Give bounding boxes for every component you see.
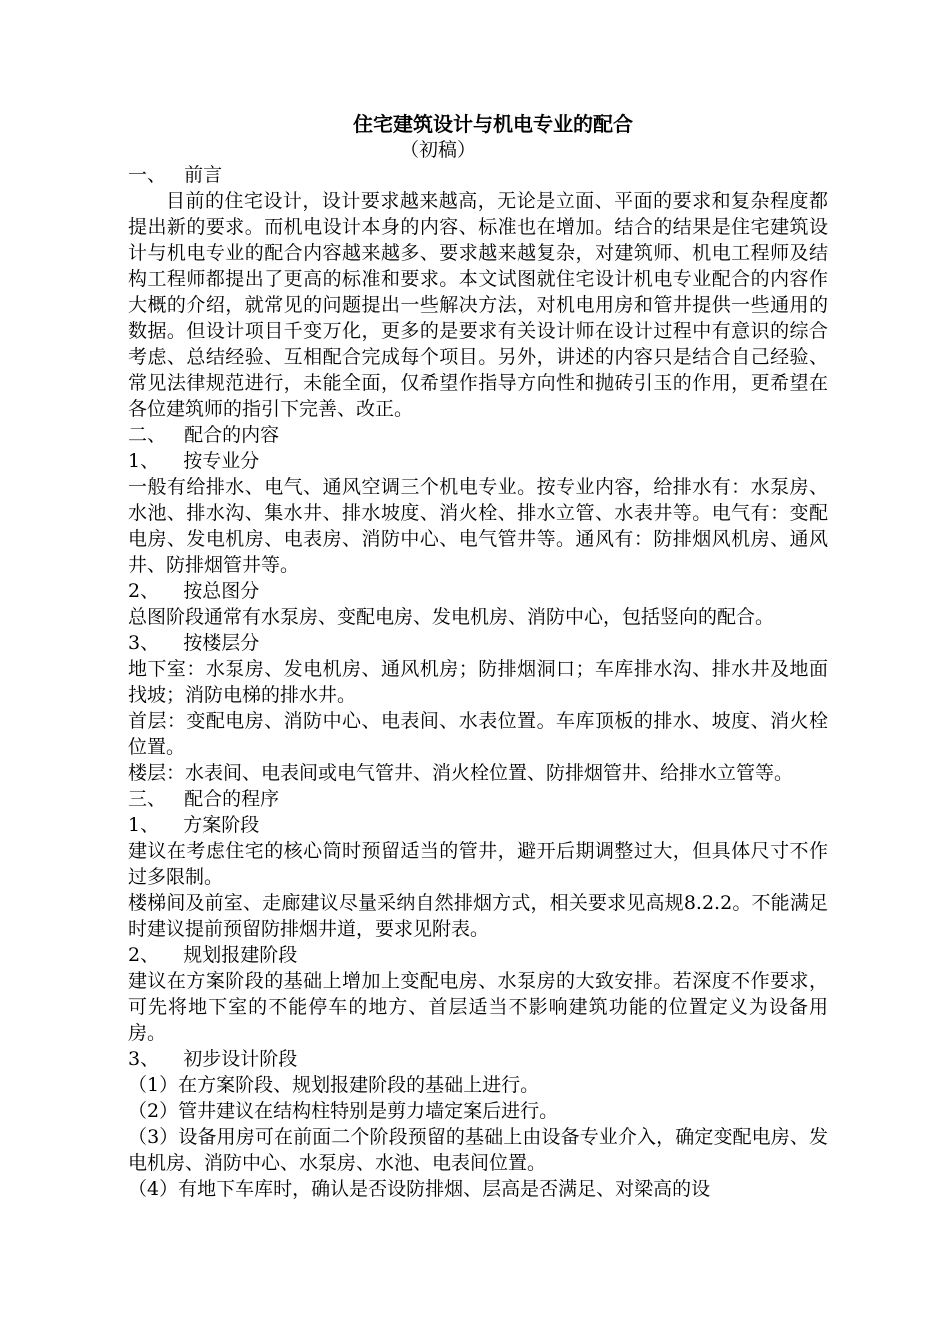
document-body <box>128 110 828 1202</box>
subsection-3-1-heading: 1、 方案阶段 <box>128 814 260 836</box>
subsection-3-2-heading: 2、 规划报建阶段 <box>128 944 298 966</box>
list-item: （3）设备用房可在前面二个阶段预留的基础上由设备专业介入，确定变配电房、发电机房、消防中心、水泵房、水池、电表间位置。 <box>128 1126 828 1174</box>
subsection-2-3-upper-floors: 楼层：水表间、电表间或电气管井、消火栓位置、防排烟管井、给排水立管等。 <box>128 762 794 784</box>
section-1-paragraph: 目前的住宅设计，设计要求越来越高，无论是立面、平面的要求和复杂程度都提出新的要求。而机电设计本身的内容、标准也在增加。结合的结果是住宅建筑设计与机电专业的配合内容越来越多、要求越来越复杂，对建筑师、机电工程师及结构工程师都提出了更高的标准和要求。本文试图就住宅设计机电专业配合的内容作大概的介绍，就常见的问题提出一些解决方法，对机电用房和管井提供一些通用的数据。但设计项目千变万化，更多的是要求有关设计师在设计过程中有意识的综合考虑、总结经验、互相配合完成每个项目。另外，讲述的内容只是结合自己经验、常见法律规范进行，未能全面，仅希望作指导方向性和抛砖引玉的作用，更希望在各位建筑师的指引下完善、改正。 <box>128 190 828 420</box>
subsection-2-3-basement: 地下室：水泵房、发电机房、通风机房；防排烟洞口；车库排水沟、排水井及地面找坡；消防电梯的排水井。 <box>128 658 828 706</box>
subsection-2-3-ground-floor: 首层：变配电房、消防中心、电表间、水表位置。车库顶板的排水、坡度、消火栓位置。 <box>128 710 828 758</box>
list-item: （4）有地下车库时，确认是否设防排烟、层高是否满足、对梁高的设 <box>128 1178 711 1200</box>
document-title: 住宅建筑设计与机电专业的配合 <box>353 112 633 136</box>
subsection-3-1-paragraph-1: 建议在考虑住宅的核心筒时预留适当的管井，避开后期调整过大，但具体尺寸不作过多限制。 <box>128 840 828 888</box>
subsection-3-3-heading: 3、 初步设计阶段 <box>128 1048 298 1070</box>
section-3-heading: 三、 配合的程序 <box>128 788 280 810</box>
subsection-2-3-heading: 3、 按楼层分 <box>128 632 260 654</box>
subsection-3-2-paragraph: 建议在方案阶段的基础上增加上变配电房、水泵房的大致安排。若深度不作要求，可先将地下室的不能停车的地方、首层适当不影响建筑功能的位置定义为设备用房。 <box>128 970 828 1044</box>
section-1-heading: 一、 前言 <box>128 164 223 186</box>
list-item: （1）在方案阶段、规划报建阶段的基础上进行。 <box>128 1074 540 1096</box>
subsection-3-1-paragraph-2: 楼梯间及前室、走廊建议尽量采纳自然排烟方式，相关要求见高规8.2.2。不能满足时建议提前预留防排烟井道，要求见附表。 <box>128 892 828 940</box>
section-2-heading: 二、 配合的内容 <box>128 424 280 446</box>
document-subtitle: （初稿） <box>399 139 476 161</box>
subsection-2-1-heading: 1、 按专业分 <box>128 450 260 472</box>
list-item: （2）管井建议在结构柱特别是剪力墙定案后进行。 <box>128 1100 559 1122</box>
subsection-2-1-paragraph: 一般有给排水、电气、通风空调三个机电专业。按专业内容，给排水有：水泵房、水池、排水沟、集水井、排水坡度、消火栓、排水立管、水表井等。电气有：变配电房、发电机房、电表房、消防中心、电气管井等。通风有：防排烟风机房、通风井、防排烟管井等。 <box>128 476 828 576</box>
subsection-2-2-heading: 2、 按总图分 <box>128 580 260 602</box>
subsection-2-2-paragraph: 总图阶段通常有水泵房、变配电房、发电机房、消防中心，包括竖向的配合。 <box>128 606 775 628</box>
